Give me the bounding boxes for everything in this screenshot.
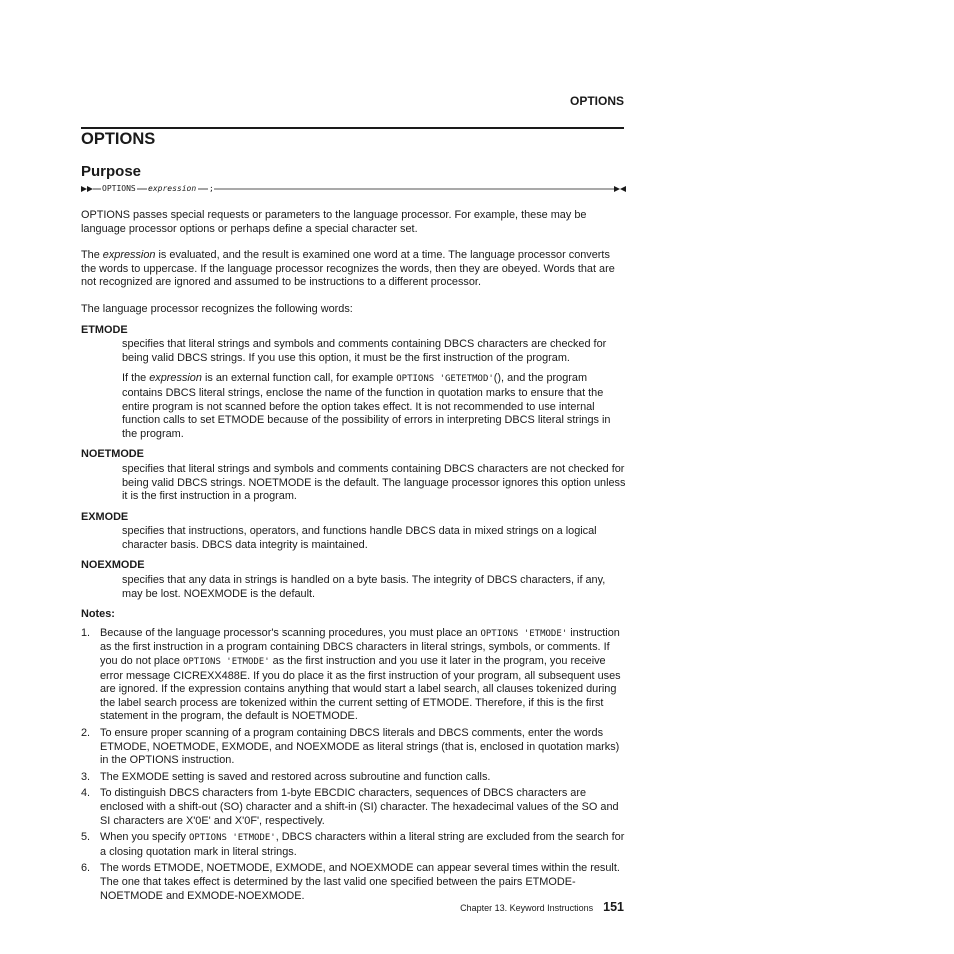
text-run: as the first instruction and you use it later in the program, you receive error message CICREXX488E. If you do place it as the first instruction of your program, all subsequent uses are ignored. If the expression contains anything that would start a label search, all clauses tokenized during the label search process are tokenized within the current setting of ETMODE. Therefore, if this is the first statement in the program, the default is NOETMODE.: [100, 655, 621, 723]
note-number: 4.: [81, 787, 91, 800]
note-number: 3.: [81, 770, 91, 783]
heading-rule: [81, 127, 624, 129]
text-run: The: [81, 249, 103, 262]
syntax-start-marker: [81, 186, 93, 192]
text-run: is an external function call, for example: [201, 372, 397, 385]
notes-list: [81, 627, 626, 903]
text-run: If the: [122, 372, 150, 385]
code-snippet: OPTIONS 'GETETMOD': [396, 374, 494, 385]
note-text: The EXMODE setting is saved and restored across subroutine and function calls.: [100, 770, 491, 783]
term-noexmode: NOEXMODE: [81, 559, 145, 572]
running-head: OPTIONS: [569, 94, 624, 108]
note-number: 6.: [81, 862, 91, 875]
definition-text: specifies that instructions, operators, and functions handle DBCS data in mixed strings on a logical character basis. DBCS data integrity is maintained.: [122, 525, 597, 551]
page-footer: [300, 900, 624, 914]
definition-text: specifies that any data in strings is handled on a byte basis. The integrity of DBCS characters, if any, may be lost. NOEXMODE is the default.: [122, 574, 606, 600]
note-item: [81, 627, 626, 724]
definition-noexmode: [122, 574, 626, 601]
text-run: instruction as the first instruction in a program containing DBCS characters in literal strings, symbols, or comments. If you do not place: [100, 626, 620, 668]
footer-chapter: Chapter 13. Keyword Instructions: [460, 903, 594, 913]
syntax-terminator: ;: [209, 184, 214, 193]
definition-text: specifies that literal strings and symbols and comments containing DBCS characters are checked for being valid DBCS strings. If you use this option, it must be the first instruction of the program.: [122, 338, 607, 364]
italic-term: expression: [102, 249, 156, 262]
notes-heading: Notes:: [81, 608, 115, 621]
note-text: To distinguish DBCS characters from 1-byte EBCDIC characters, sequences of DBCS characters are enclosed with a shift-out (SO) character and a shift-in (SI) character. The hexadecimal values of the SO and SI characters are X'0E' and X'0F', respectively.: [100, 787, 619, 827]
code-snippet: OPTIONS 'ETMODE': [188, 833, 276, 844]
syntax-keyword: OPTIONS: [102, 184, 136, 193]
syntax-end-marker: [614, 186, 626, 192]
page-title: OPTIONS: [81, 130, 156, 148]
text-run: , DBCS characters within a literal string are excluded from the search for a closing quotation mark in literal strings.: [100, 831, 625, 858]
body-text: [81, 209, 626, 906]
definition-extra: [122, 372, 626, 441]
note-number: 2.: [81, 727, 91, 739]
note-item: [81, 787, 626, 828]
italic-term: expression: [149, 372, 202, 385]
note-item: [81, 862, 626, 903]
syntax-operand: expression: [148, 184, 197, 193]
term-etmode: ETMODE: [81, 323, 128, 336]
text-run: is evaluated, and the result is examined one word at a time. The language processor converts the words to uppercase. If the language processor recognizes the words, then they are obeyed. Words that are not recognized are ignored and assumed to be instructions to a different processor.: [81, 249, 615, 289]
purpose-heading: Purpose: [81, 163, 142, 180]
definition-exmode: [122, 525, 626, 552]
text-run: (), and the program contains DBCS literal strings, enclose the name of the function in quotation marks to ensure that the entire program is not scanned before the option takes effect. It is not recommended to use internal function calls to set ETMODE because of the possibility of errors in interpreting DBCS literal strings in the program.: [122, 372, 611, 440]
text-run: When you specify: [100, 831, 189, 844]
expression-paragraph: [81, 249, 626, 290]
code-snippet: OPTIONS 'ETMODE': [182, 657, 270, 668]
note-text: To ensure proper scanning of a program containing DBCS literals and DBCS comments, enter the words ETMODE, NOETMODE, EXMODE, and NOEXMODE as literal strings (that is, enclosed in quotation marks) in the OPTIONS instruction.: [100, 727, 620, 767]
note-item: [81, 831, 626, 859]
definition-etmode: [122, 338, 626, 441]
term-exmode: EXMODE: [81, 510, 129, 523]
recognized-words-intro: The language processor recognizes the following words:: [81, 302, 353, 315]
note-number: 5.: [81, 831, 91, 844]
intro-paragraph: OPTIONS passes special requests or parameters to the language processor. For example, these may be language processor options or perhaps define a special character set.: [81, 209, 587, 235]
text-run: Because of the language processor's scanning procedures, you must place an: [100, 626, 481, 639]
note-item: [81, 727, 626, 768]
definition-noetmode: [122, 463, 626, 504]
note-item: [81, 771, 626, 785]
page-number: 151: [603, 900, 624, 914]
note-number: 1.: [81, 626, 91, 639]
code-snippet: OPTIONS 'ETMODE': [480, 628, 568, 639]
syntax-diagram: [81, 182, 626, 196]
term-noetmode: NOETMODE: [81, 448, 144, 461]
note-text: The words ETMODE, NOETMODE, EXMODE, and NOEXMODE can appear several times within the result. The one that takes effect is determined by the last valid one specified between the pairs ETMODE-NOETMODE and EXMODE-NOEXMODE.: [100, 862, 620, 902]
definition-text: specifies that literal strings and symbols and comments containing DBCS characters are not checked for being valid DBCS strings. NOETMODE is the default. The language processor ignores this option unless it is the first instruction in a program.: [122, 462, 626, 503]
